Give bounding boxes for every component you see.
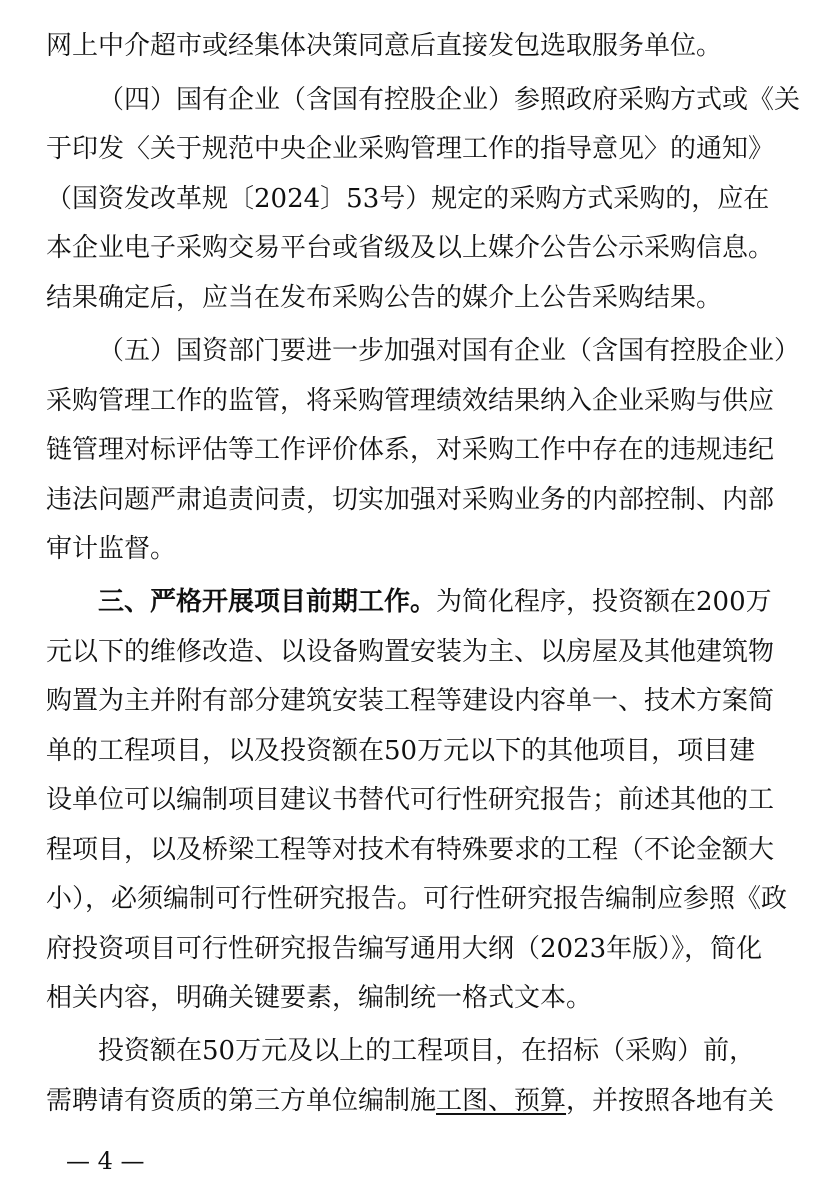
text-line: 采购管理工作的监管，将采购管理绩效结果纳入企业采购与供应 bbox=[46, 386, 775, 416]
text-line: （四）国有企业（含国有控股企业）参照政府采购方式或《关 bbox=[98, 85, 801, 115]
text-line: 违法问题严肃追责问责，切实加强对采购业务的内部控制、内部 bbox=[46, 485, 775, 515]
text-line: 设单位可以编制项目建议书替代可行性研究报告；前述其他的工 bbox=[46, 785, 775, 815]
section-heading: 三、严格开展项目前期工作。 bbox=[98, 587, 437, 617]
text-line: （五）国资部门要进一步加强对国有企业（含国有控股企业） bbox=[98, 336, 801, 366]
text-line: 结果确定后，应当在发布采购公告的媒介上公告采购结果。 bbox=[46, 283, 723, 313]
text-line: 程项目，以及桥梁工程等对技术有特殊要求的工程（不论金额大 bbox=[46, 835, 775, 865]
text-line: 需聘请有资质的第三方单位编制施工图、预算，并按照各地有关 bbox=[46, 1086, 775, 1116]
text-line: 元以下的维修改造、以设备购置安装为主、以房屋及其他建筑物 bbox=[46, 637, 775, 667]
text-line: 小），必须编制可行性研究报告。可行性研究报告编制应参照《政 bbox=[46, 884, 788, 914]
text-line: 本企业电子采购交易平台或省级及以上媒介公告公示采购信息。 bbox=[46, 233, 775, 263]
text-line: 单的工程项目，以及投资额在50万元以下的其他项目，项目建 bbox=[46, 736, 756, 766]
text-line: 相关内容，明确关键要素，编制统一格式文本。 bbox=[46, 983, 593, 1013]
text-line: 购置为主并附有部分建筑安装工程等建设内容单一、技术方案简 bbox=[46, 686, 775, 716]
text-line: （国资发改革规〔2024〕53号）规定的采购方式采购的，应在 bbox=[46, 184, 770, 214]
underlined-text: 工图、预算 bbox=[436, 1086, 567, 1116]
section-heading-line: 三、严格开展项目前期工作。为简化程序，投资额在200万 bbox=[98, 587, 772, 617]
text-line: 投资额在50万元及以上的工程项目，在招标（采购）前， bbox=[98, 1036, 756, 1066]
text-line: 于印发〈关于规范中央企业采购管理工作的指导意见〉的通知》 bbox=[46, 134, 775, 164]
text-line: 网上中介超市或经集体决策同意后直接发包选取服务单位。 bbox=[46, 31, 723, 61]
text-line: 链管理对标评估等工作评价体系，对采购工作中存在的违规违纪 bbox=[46, 435, 775, 465]
page-number: — 4 — bbox=[66, 1147, 145, 1175]
text-line: 审计监督。 bbox=[46, 534, 177, 564]
text-line: 府投资项目可行性研究报告编写通用大纲（2023年版）》，简化 bbox=[46, 934, 763, 964]
